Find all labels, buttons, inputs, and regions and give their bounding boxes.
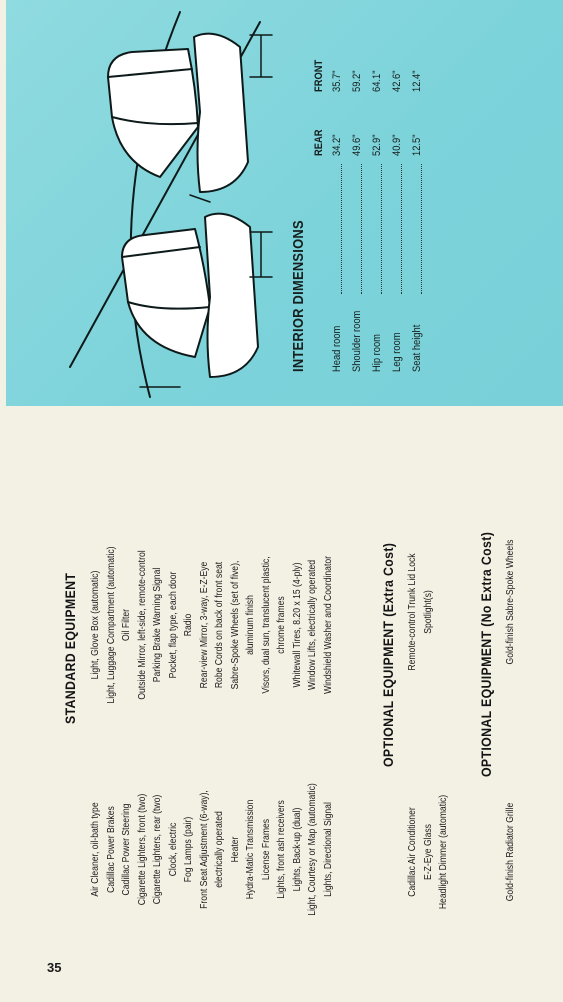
equipment-item: Hydra-Matic Transmission (244, 799, 256, 900)
dims-row (369, 42, 389, 372)
optional-extra-cost-title: OPTIONAL EQUIPMENT (Extra Cost) (380, 542, 396, 767)
equipment-item: Pocket, flap type, each door (166, 571, 179, 679)
equipment-item: Oil Filter (120, 608, 132, 642)
equipment-item: Robe Cords on back of front seat (213, 561, 225, 689)
dims-label: Head room (331, 325, 343, 372)
dims-label: Leg room (391, 332, 403, 372)
equipment-item: Light, Courtesy or Map (automatic) (306, 783, 318, 916)
page-number: 35 (47, 960, 62, 975)
equipment-item: Lights, Back-up (dual) (290, 807, 303, 892)
dims-rear-value: 40.9" (391, 134, 403, 156)
dims-leader-dots (421, 164, 422, 294)
standard-equipment-title: STANDARD EQUIPMENT (62, 572, 78, 724)
equipment-item: aluminum finish (244, 595, 256, 655)
dims-rear-value: 49.6" (351, 134, 363, 156)
dims-rear-value: 12.5" (411, 134, 423, 156)
equipment-item: Whitewall Tires, 8.20 x 15 (4-ply) (290, 562, 303, 688)
dims-leader-dots (401, 164, 402, 294)
dims-front-value: 64.1" (371, 70, 383, 92)
dims-row (349, 42, 369, 372)
equipment-item: E-Z-Eye Glass (421, 824, 434, 880)
equipment-item: Front Seat Adjustment (6-way), (197, 790, 210, 909)
dims-leader-dots (361, 164, 362, 294)
equipment-item: Gold-finish Sabre-Spoke Wheels (504, 539, 516, 665)
seat-diagram-illustration (10, 2, 280, 407)
equipment-item: Cigarette Lighters, front (two) (135, 793, 148, 906)
standard-equipment-right-column (88, 500, 336, 750)
optional-no-extra-cost-title: OPTIONAL EQUIPMENT (No Extra Cost) (478, 531, 494, 777)
dims-header-row (311, 42, 329, 372)
dims-leader-dots (341, 164, 342, 294)
equipment-item: Heater (228, 836, 241, 863)
optional-extra-right-column (405, 522, 436, 702)
dims-front-value: 12.4" (411, 70, 423, 92)
equipment-item: Air Cleaner, oil-bath type (89, 802, 101, 897)
equipment-item: Rear-view Mirror, 3-way, E-Z-Eye (197, 561, 210, 689)
dims-row (329, 42, 349, 372)
equipment-item: Light, Glove Box (automatic) (89, 570, 101, 680)
equipment-item: Light, Luggage Compartment (automatic) (104, 546, 117, 704)
equipment-item: Gold-finish Radiator Grille (504, 802, 516, 902)
equipment-item: Clock, electric (166, 822, 179, 877)
standard-equipment-left-column (88, 737, 336, 962)
optional-no-extra-right-column (503, 502, 519, 702)
dims-front-value: 42.6" (391, 70, 403, 92)
interior-dimensions-table (290, 42, 429, 372)
dims-label: Hip room (371, 334, 383, 372)
dims-col-front: FRONT (313, 59, 325, 92)
equipment-item: electrically operated (213, 811, 225, 888)
equipment-item: Cadillac Power Brakes (104, 806, 117, 893)
dims-rear-value: 34.2" (331, 134, 343, 156)
dims-row (409, 42, 429, 372)
dims-row (389, 42, 409, 372)
equipment-item: Parking Brake Warning Signal (151, 567, 163, 683)
equipment-item: Outside Mirror, left-side, remote-control (135, 550, 148, 700)
equipment-item: Sabre-Spoke Wheels (set of five), (228, 560, 241, 690)
equipment-item: Fog Lamps (pair) (182, 816, 194, 883)
interior-dimensions-title: INTERIOR DIMENSIONS (290, 220, 307, 372)
dims-label: Seat height (411, 324, 423, 372)
equipment-item: License Frames (259, 818, 272, 881)
dims-front-value: 35.7" (331, 70, 343, 92)
dims-leader-dots (381, 164, 382, 294)
equipment-item: Cadillac Air Conditioner (406, 807, 418, 897)
dims-front-value: 59.2" (351, 70, 363, 92)
equipment-item: Lights, Directional Signal (321, 802, 334, 897)
optional-extra-left-column (405, 752, 452, 952)
equipment-item: chrome frames (275, 596, 287, 654)
equipment-item: Remote-control Trunk Lid Lock (406, 553, 418, 671)
equipment-item: Cadillac Power Steering (120, 803, 132, 896)
equipment-item: Window Lifts, electrically operated (306, 559, 318, 691)
dims-rear-value: 52.9" (371, 134, 383, 156)
dims-label: Shoulder room (351, 310, 363, 372)
equipment-item: Cigarette Lighters, rear (two) (151, 794, 163, 905)
equipment-item: Visors, dual sun, translucent plastic, (259, 556, 272, 694)
equipment-item: Radio (182, 613, 194, 637)
dims-col-rear: REAR (313, 129, 325, 156)
equipment-item: Headlight Dimmer (automatic) (437, 794, 449, 910)
optional-no-extra-left-column (503, 752, 519, 952)
equipment-item: Lights, front ash receivers (275, 800, 287, 899)
equipment-item: Spotlight(s) (421, 590, 434, 634)
equipment-item: Windshield Washer and Coordinator (321, 556, 334, 694)
